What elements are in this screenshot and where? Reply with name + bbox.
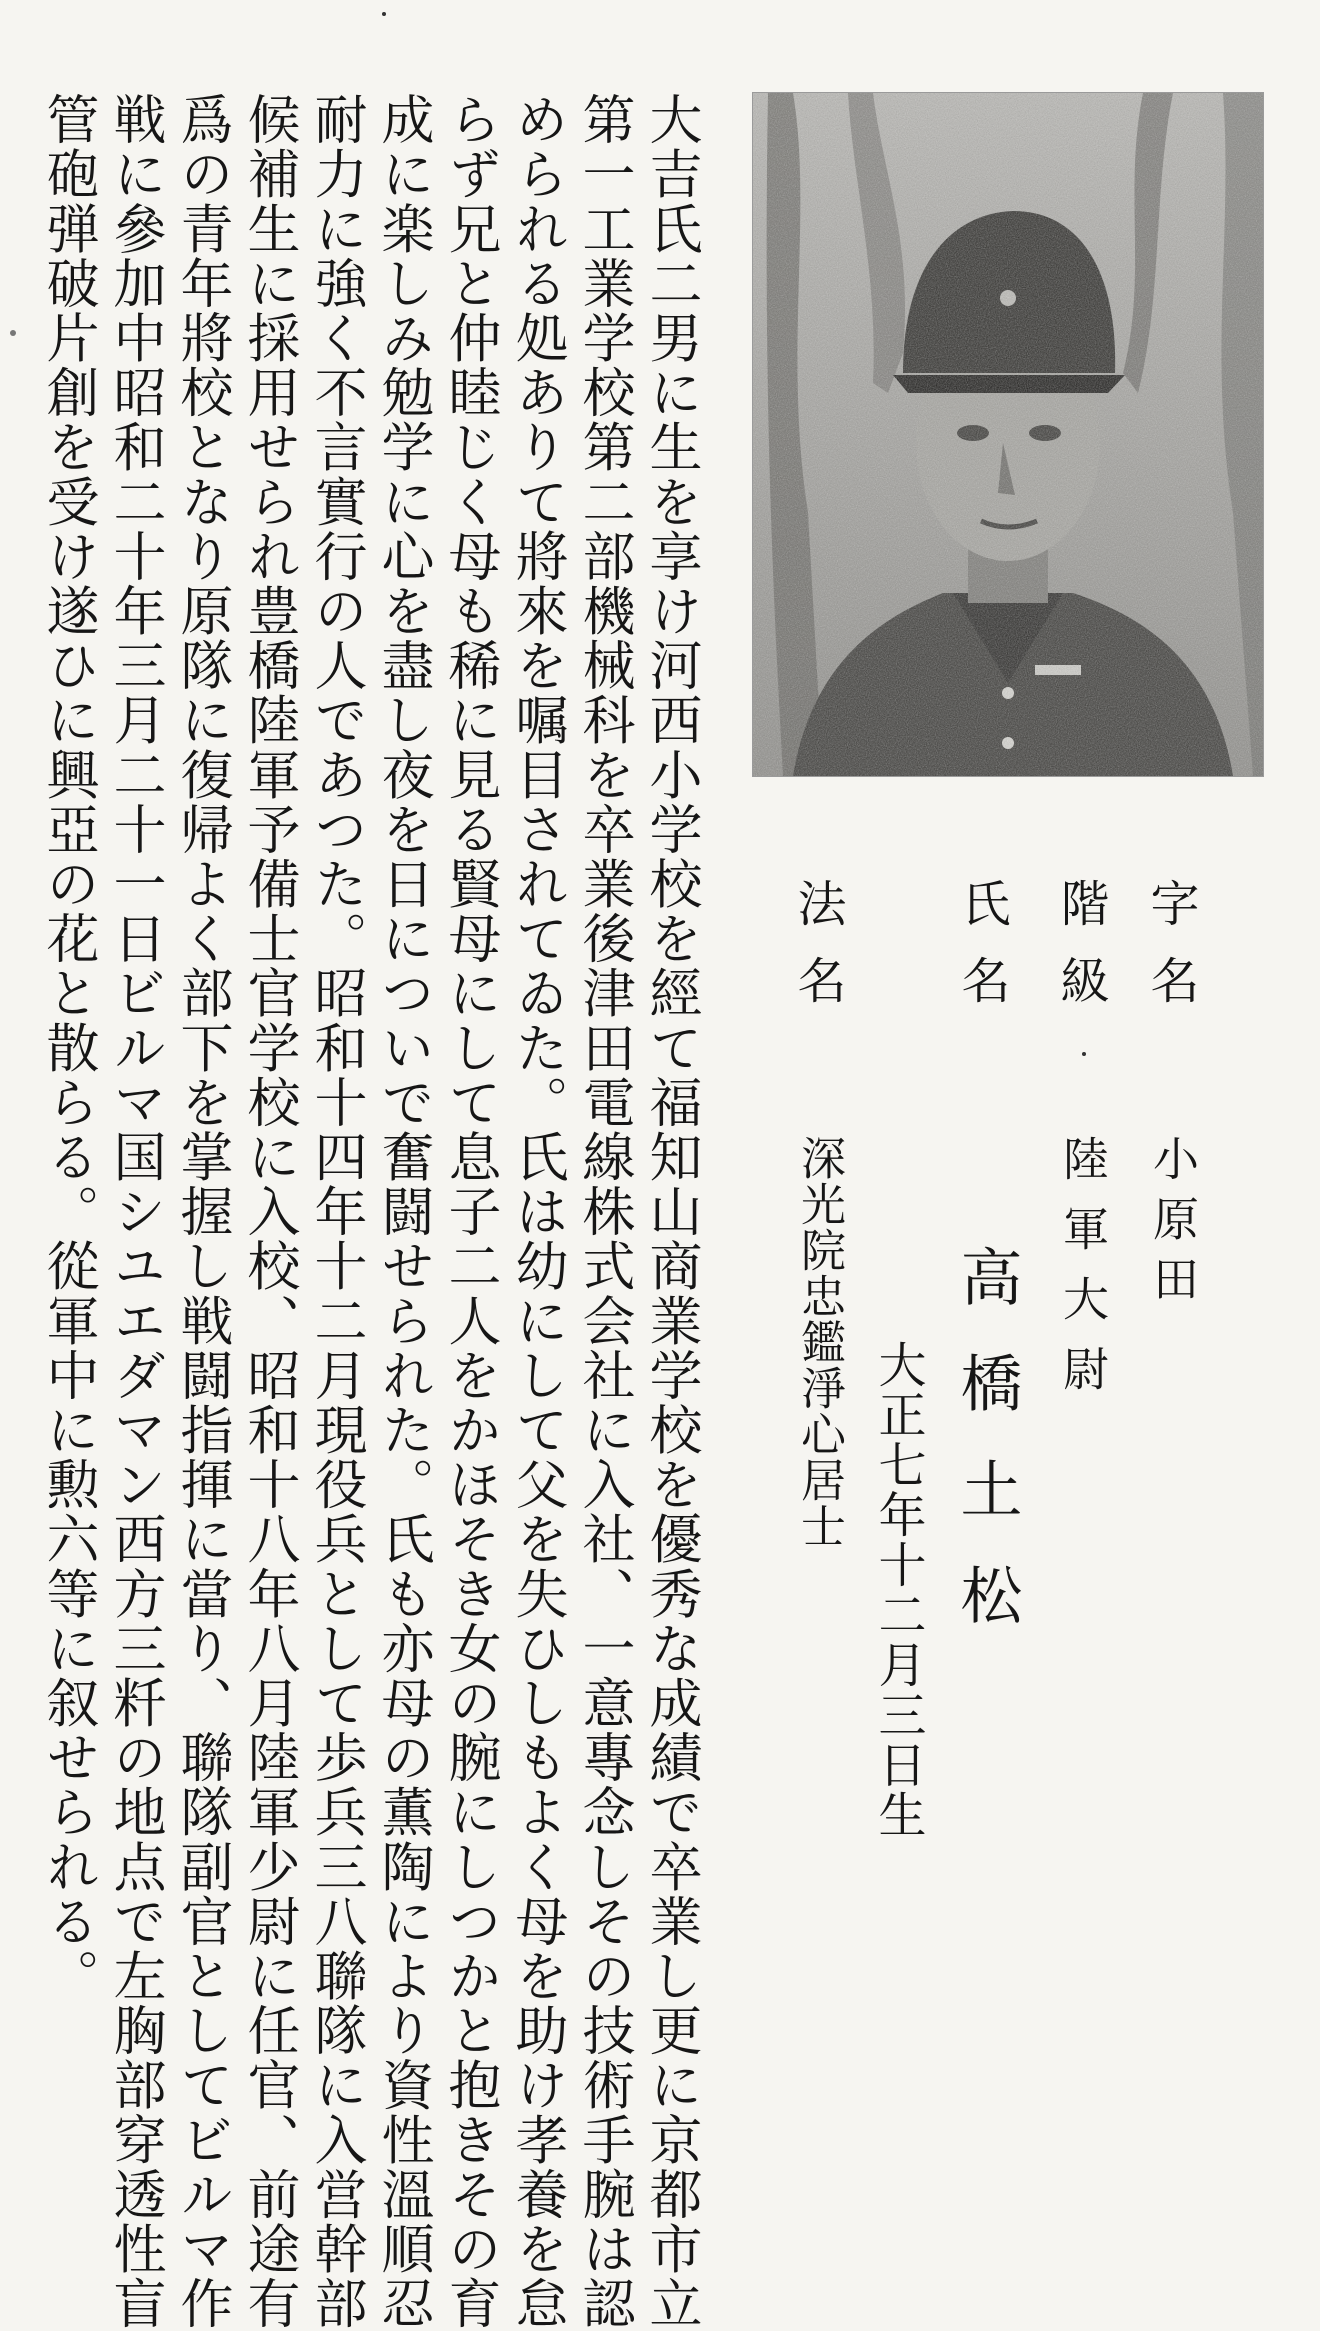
biography-line-9: 戦に參加中昭和二十年三月二十一日ビルマ国シユエダマン西方三粁の地点で左胸部穿透性盲 [105, 92, 166, 2331]
scan-speck [1082, 1052, 1086, 1056]
scan-speck [10, 330, 16, 336]
biography-line-1: 大吉氏二男に生を享け河西小学校を經て福知山商業学校を優秀な成績で卒業し更に京都市立 [641, 92, 702, 2331]
biography-line-3: められる処ありて將來を嘱目されてゐた。氏は幼にして父を失ひしもよく母を助け孝養を怠 [507, 92, 568, 2331]
birth-date: 大正七年十二月三日生 [870, 1340, 926, 1840]
label-name: 氏名 [954, 878, 1011, 1032]
biography-line-7: 候補生に採用せられ豊橋陸軍予備士官学校に入校、昭和十八年八月陸軍少尉に任官、前途有 [239, 92, 300, 2331]
name-value: 高橋土松 [950, 1245, 1023, 1669]
biography-line-8: 爲の青年將校となり原隊に復帰よく部下を掌握し戦闘指揮に當り、聯隊副官としてビルマ作 [172, 92, 233, 2331]
portrait-photo [752, 92, 1264, 777]
biography-line-5: 成に楽しみ勉学に心を盡し夜を日についで奮闘せられた。氏も亦母の薫陶により資性溫順忍 [373, 92, 434, 2331]
label-rank: 階級 [1053, 878, 1110, 1032]
rank-value: 陸軍大尉 [1056, 1135, 1110, 1415]
azana-value: 小原田 [1146, 1135, 1200, 1315]
label-dharma-name: 法名 [790, 878, 847, 1032]
portrait-image [753, 93, 1263, 776]
biography-line-10: 管砲弾破片創を受け遂ひに興亞の花と散らる。從軍中に勲六等に叙せられる。 [38, 92, 99, 2003]
label-azana: 字名 [1143, 878, 1200, 1032]
scan-speck [382, 12, 386, 16]
biography-line-6: 耐力に強く不言實行の人であつた。昭和十四年十二月現役兵として歩兵三八聯隊に入営幹部 [306, 92, 367, 2331]
biography-line-4: らず兄と仲睦じく母も稀に見る賢母にして息子二人をかほそき女の腕にしつかと抱きその育 [440, 92, 501, 2331]
dharma-name-value: 深光院忠鑑淨心居士 [793, 1135, 846, 1549]
biography-line-2: 第一工業学校第二部機械科を卒業後津田電線株式会社に入社、一意專念しその技術手腕は認 [574, 92, 635, 2331]
